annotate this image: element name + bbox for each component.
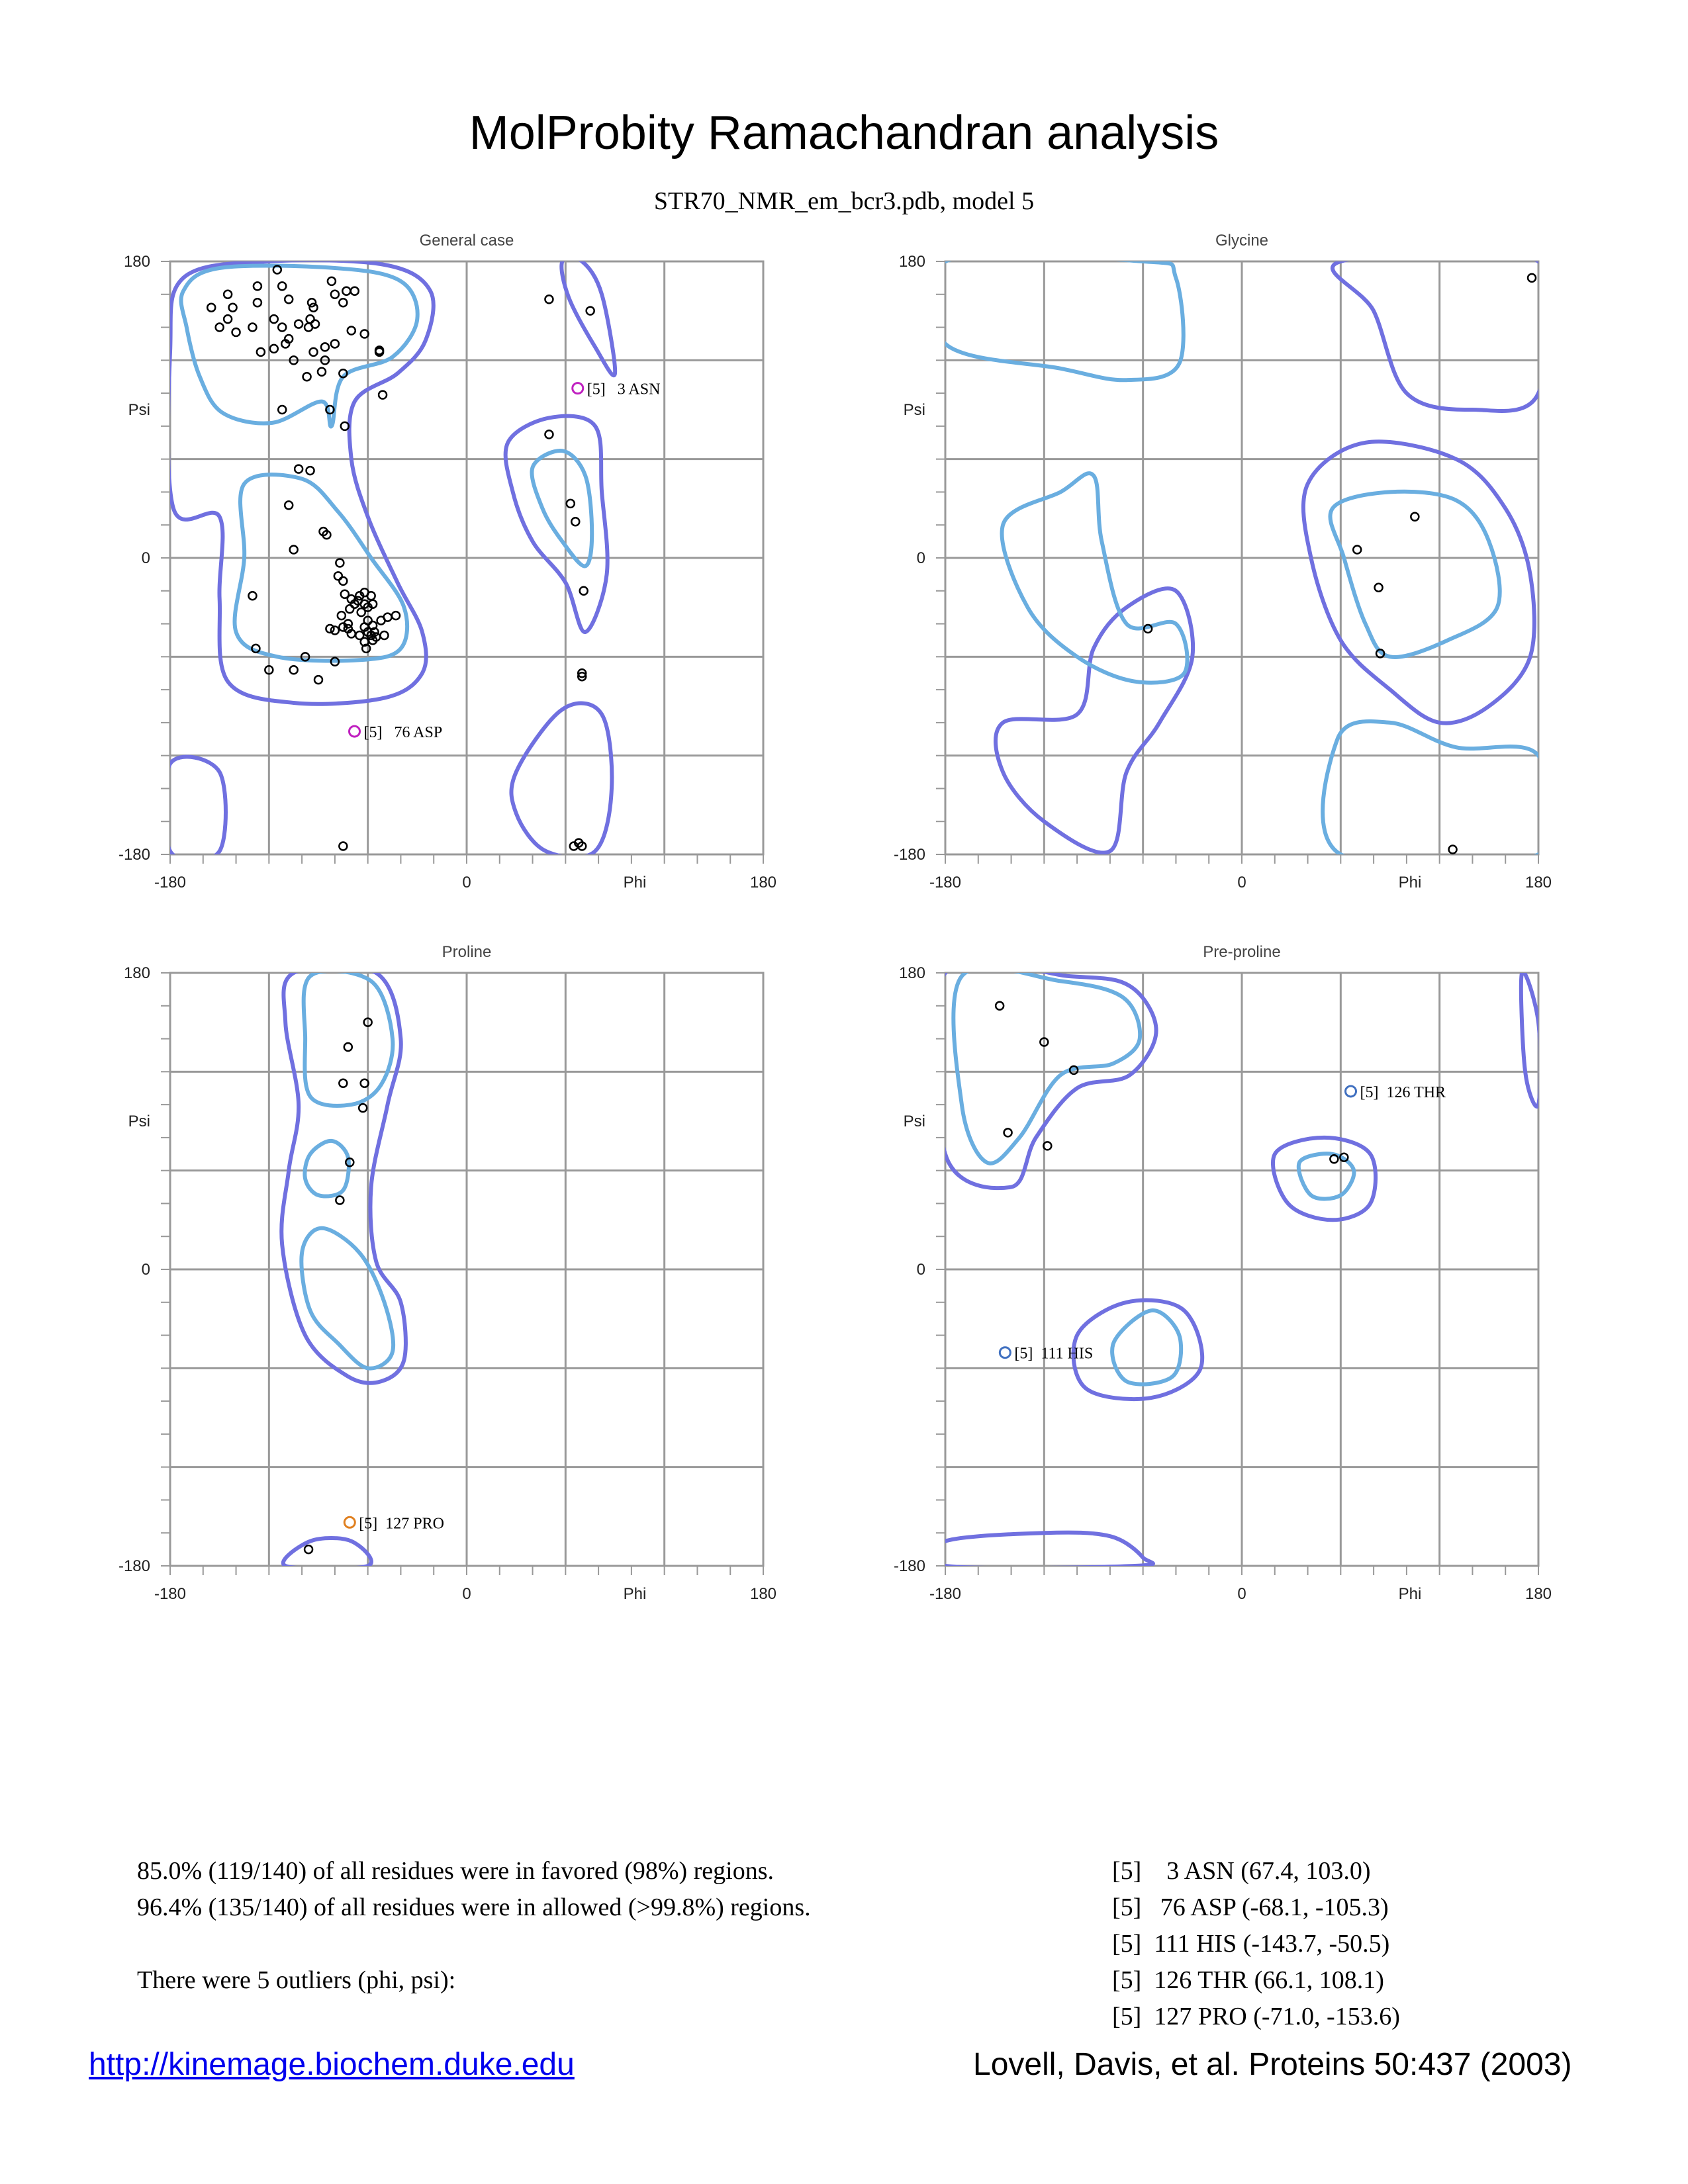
x-tick-label: -180 <box>154 874 187 891</box>
allowed-contour <box>561 257 615 375</box>
residue-point <box>303 373 311 381</box>
residue-point <box>336 559 344 567</box>
residue-point <box>348 327 355 335</box>
residue-point <box>1353 546 1361 554</box>
outlier-label: [5] 3 ASN <box>586 381 661 398</box>
plot-title: Proline <box>442 943 492 961</box>
x-axis-label: Phi <box>623 1585 647 1603</box>
favored-contour <box>305 1141 348 1197</box>
contour-group <box>927 960 1540 1569</box>
x-tick-label: 180 <box>749 1585 777 1603</box>
page-subtitle: STR70_NMR_em_bcr3.pdb, model 5 <box>653 187 1035 215</box>
x-tick-label: 180 <box>749 874 777 891</box>
x-tick-label: -180 <box>929 1585 962 1603</box>
residue-point <box>586 307 594 315</box>
residue-point <box>310 348 318 356</box>
x-axis-label: Phi <box>1398 874 1422 891</box>
residue-point <box>351 287 359 295</box>
residue-point <box>290 666 298 674</box>
contour-group <box>281 966 406 1569</box>
residue-point <box>1449 846 1457 854</box>
plot-panel-pre-proline <box>894 943 1552 1603</box>
outlier-intro: There were 5 outliers (phi, psi): <box>137 1966 456 1994</box>
x-tick-label: 180 <box>1524 874 1552 891</box>
kinemage-link[interactable]: http://kinemage.biochem.duke.edu <box>89 2047 575 2082</box>
y-tick-label: -180 <box>118 846 150 864</box>
favored-contour <box>532 451 592 567</box>
residue-point <box>278 282 286 290</box>
residue-point <box>306 467 314 475</box>
citation: Lovell, Davis, et al. Proteins 50:437 (2003) <box>973 2047 1572 2082</box>
outlier-point <box>350 726 360 737</box>
x-tick-label: -180 <box>154 1585 187 1603</box>
residue-point <box>248 592 256 600</box>
y-tick-label: -180 <box>118 1557 150 1575</box>
residue-point <box>1375 584 1383 592</box>
plot-title: Glycine <box>1215 232 1269 250</box>
residue-point <box>278 324 286 332</box>
favored-contour <box>181 265 418 426</box>
residue-point <box>318 368 326 376</box>
residue-point <box>339 1079 347 1087</box>
residue-point <box>295 320 303 328</box>
outlier-point <box>1000 1347 1010 1358</box>
residue-point <box>328 277 336 285</box>
residue-point <box>326 625 334 633</box>
residue-point <box>331 340 339 347</box>
y-tick-label: 180 <box>898 253 925 271</box>
allowed-contour <box>1521 972 1540 1107</box>
x-axis-label: Phi <box>623 874 647 891</box>
outlier-point <box>1346 1086 1356 1097</box>
residue-point <box>346 605 353 613</box>
residue-point <box>285 295 293 303</box>
residue-point <box>339 577 347 585</box>
allowed-contour <box>281 966 406 1383</box>
residue-point <box>392 612 400 619</box>
residue-point <box>1528 274 1536 282</box>
residue-point <box>207 304 215 312</box>
plot-panel-glycine <box>894 232 1557 891</box>
residue-point <box>229 304 237 312</box>
outlier-label: [5] 126 THR <box>1360 1083 1446 1101</box>
residue-point <box>285 501 293 509</box>
x-tick-label: 0 <box>462 1585 471 1603</box>
y-axis-label: Psi <box>903 1113 925 1130</box>
favored-contour <box>304 971 393 1106</box>
y-tick-label: 0 <box>916 1261 925 1279</box>
residue-point <box>254 298 261 306</box>
residue-point <box>216 324 224 332</box>
allowed-contour <box>1333 250 1556 411</box>
residue-point <box>567 500 575 508</box>
favored-stat: 85.0% (119/140) of all residues were in favored (98%) regions. <box>137 1857 774 1885</box>
plot-title: Pre-proline <box>1203 943 1281 961</box>
favored-contour <box>1112 1310 1181 1385</box>
allowed-contour <box>164 757 226 862</box>
residue-point <box>314 676 322 684</box>
residue-point <box>344 1043 352 1051</box>
residue-point <box>305 324 312 332</box>
residue-point <box>381 631 389 639</box>
y-axis-label: Psi <box>903 401 925 419</box>
x-axis-label: Phi <box>1398 1585 1422 1603</box>
residue-point <box>357 608 365 616</box>
residue-point <box>270 345 278 353</box>
outlier-list-item: [5] 127 PRO (-71.0, -153.6) <box>1112 2003 1400 2030</box>
residue-point <box>248 324 256 332</box>
residue-point <box>1004 1128 1012 1136</box>
residue-point <box>278 406 286 414</box>
plot-panel-proline <box>118 943 776 1603</box>
x-tick-label: 180 <box>1524 1585 1552 1603</box>
x-tick-label: 0 <box>462 874 471 891</box>
favored-contour <box>925 255 1184 380</box>
residue-point <box>342 287 350 295</box>
y-tick-label: -180 <box>893 1557 925 1575</box>
allowed-contour <box>996 588 1193 852</box>
outlier-list-item: [5] 111 HIS (-143.7, -50.5) <box>1112 1930 1390 1958</box>
outlier-point <box>573 383 583 394</box>
residue-point <box>331 627 339 635</box>
residue-point <box>305 1545 312 1553</box>
residue-point <box>257 348 265 356</box>
residue-point <box>359 1104 367 1112</box>
contour-group <box>164 257 615 861</box>
plot-title: General case <box>419 232 514 250</box>
favored-contour <box>1002 473 1188 682</box>
favored-contour <box>1330 492 1499 657</box>
x-tick-label: 0 <box>1237 1585 1246 1603</box>
y-tick-label: 180 <box>123 253 150 271</box>
residue-point <box>290 546 298 554</box>
x-tick-label: -180 <box>929 874 962 891</box>
residue-point <box>336 1196 344 1204</box>
residue-point <box>310 304 318 312</box>
y-tick-label: 180 <box>898 964 925 982</box>
y-axis-label: Psi <box>128 1113 150 1130</box>
y-tick-label: 0 <box>141 549 150 567</box>
x-tick-label: 0 <box>1237 874 1246 891</box>
allowed-contour <box>927 1533 1153 1569</box>
residue-point <box>571 518 579 525</box>
residue-point <box>306 315 314 323</box>
residue-point <box>308 298 316 306</box>
residue-point <box>295 465 303 473</box>
residue-point <box>1411 513 1419 521</box>
allowed-contour <box>1273 1138 1376 1220</box>
outlier-label: [5] 111 HIS <box>1014 1345 1094 1363</box>
y-axis-label: Psi <box>128 401 150 419</box>
allowed-stat: 96.4% (135/140) of all residues were in allowed (>99.8%) regions. <box>137 1893 811 1921</box>
residue-point <box>224 315 232 323</box>
outlier-list-item: [5] 3 ASN (67.4, 103.0) <box>1112 1857 1371 1885</box>
residue-point <box>339 298 347 306</box>
outlier-label: [5] 127 PRO <box>359 1515 444 1533</box>
y-tick-label: 0 <box>916 549 925 567</box>
outlier-label: [5] 76 ASP <box>363 724 443 742</box>
favored-contour <box>953 968 1140 1163</box>
outlier-point <box>344 1517 355 1527</box>
residue-point <box>254 282 261 290</box>
residue-point <box>321 343 329 351</box>
residue-point <box>232 328 240 336</box>
residue-point <box>339 842 347 850</box>
residue-point <box>270 315 278 323</box>
allowed-contour <box>283 1538 371 1569</box>
y-tick-label: -180 <box>893 846 925 864</box>
allowed-contour <box>511 704 612 858</box>
outlier-list-item: [5] 76 ASP (-68.1, -105.3) <box>1112 1893 1389 1921</box>
residue-point <box>331 291 339 298</box>
residue-point <box>355 631 363 639</box>
residue-point <box>996 1002 1004 1010</box>
residue-point <box>334 572 342 580</box>
residue-point <box>545 295 553 303</box>
residue-point <box>224 291 232 298</box>
residue-point <box>580 587 588 595</box>
residue-point <box>377 617 385 625</box>
page-title: MolProbity Ramachandran analysis <box>469 107 1219 159</box>
residue-point <box>379 391 387 399</box>
residue-point <box>545 430 553 438</box>
plot-panel-general-case <box>118 232 776 891</box>
y-tick-label: 0 <box>141 1261 150 1279</box>
y-tick-label: 180 <box>123 964 150 982</box>
residue-point <box>338 612 346 619</box>
outlier-list-item: [5] 126 THR (66.1, 108.1) <box>1112 1966 1384 1994</box>
